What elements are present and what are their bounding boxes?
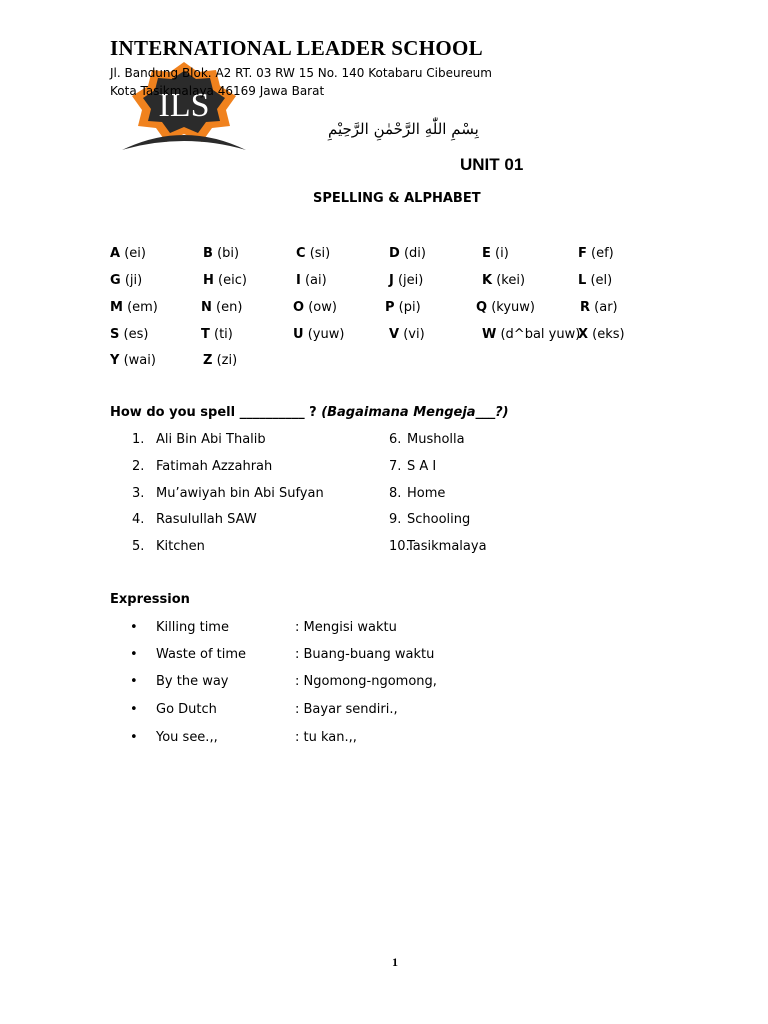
alphabet-item: O (ow) [293,300,337,315]
school-name: INTERNATIONAL LEADER SCHOOL [110,36,483,60]
list-item: 10.Tasikmalaya [389,539,487,554]
bullet-icon: • [130,620,138,635]
alphabet-item: L (el) [578,273,613,288]
alphabet-item: Z (zi) [203,353,238,368]
alphabet-item: Y (wai) [110,353,156,368]
alphabet-item: R (ar) [580,300,618,315]
alphabet-item: H (eic) [203,273,247,288]
alphabet-item: X (eks) [578,327,625,342]
spelling-question: How do you spell __________ ? (Bagaimana Mengeja___?) [110,405,509,420]
alphabet-item: I (ai) [296,273,327,288]
alphabet-item: K (kei) [482,273,526,288]
alphabet-item: B (bi) [203,246,240,261]
list-item: 8. Home [389,486,446,501]
list-item: 2. Fatimah Azzahrah [132,459,273,474]
address-line-1: Jl. Bandung Blok. A2 RT. 03 RW 15 No. 140 Kotabaru Cibeureum [110,66,492,80]
bullet-icon: • [130,674,138,689]
alphabet-item: N (en) [201,300,243,315]
page-number: 1 [392,955,398,969]
alphabet-item: V (vi) [389,327,425,342]
bullet-icon: • [130,730,138,745]
alphabet-item: D (di) [389,246,426,261]
list-item: 4. Rasulullah SAW [132,512,257,527]
list-item: 1. Ali Bin Abi Thalib [132,432,266,447]
list-item: 9. Schooling [389,512,471,527]
alphabet-item: S (es) [110,327,149,342]
bullet-icon: • [130,702,138,717]
alphabet-item: U (yuw) [293,327,345,342]
alphabet-item: C (si) [296,246,331,261]
list-item: 3. Mu’awiyah bin Abi Sufyan [132,486,324,501]
logo-text: ILS [158,87,210,124]
alphabet-item: W (d^bal yuw) [482,327,581,342]
bullet-icon: • [130,647,138,662]
list-item: 5. Kitchen [132,539,205,554]
alphabet-item: A (ei) [110,246,146,261]
alphabet-item: J (jei) [389,273,424,288]
alphabet-item: Q (kyuw) [476,300,535,315]
alphabet-item: T (ti) [201,327,233,342]
address-line-2: Kota Tasikmalaya 46169 Jawa Barat [110,84,325,98]
list-item: 6. Musholla [389,432,465,447]
unit-title: UNIT 01 [460,155,524,174]
alphabet-item: G (ji) [110,273,143,288]
alphabet-item: E (i) [482,246,509,261]
alphabet-item: P (pi) [385,300,421,315]
list-item: 7. S A I [389,459,437,474]
section-title: SPELLING & ALPHABET [313,191,481,206]
alphabet-item: F (ef) [578,246,614,261]
expression-title: Expression [110,592,190,607]
bismillah: بِسْمِ اللّٰهِ الرَّحْمٰنِ الرَّحِيْمِ [328,120,479,138]
alphabet-item: M (em) [110,300,158,315]
